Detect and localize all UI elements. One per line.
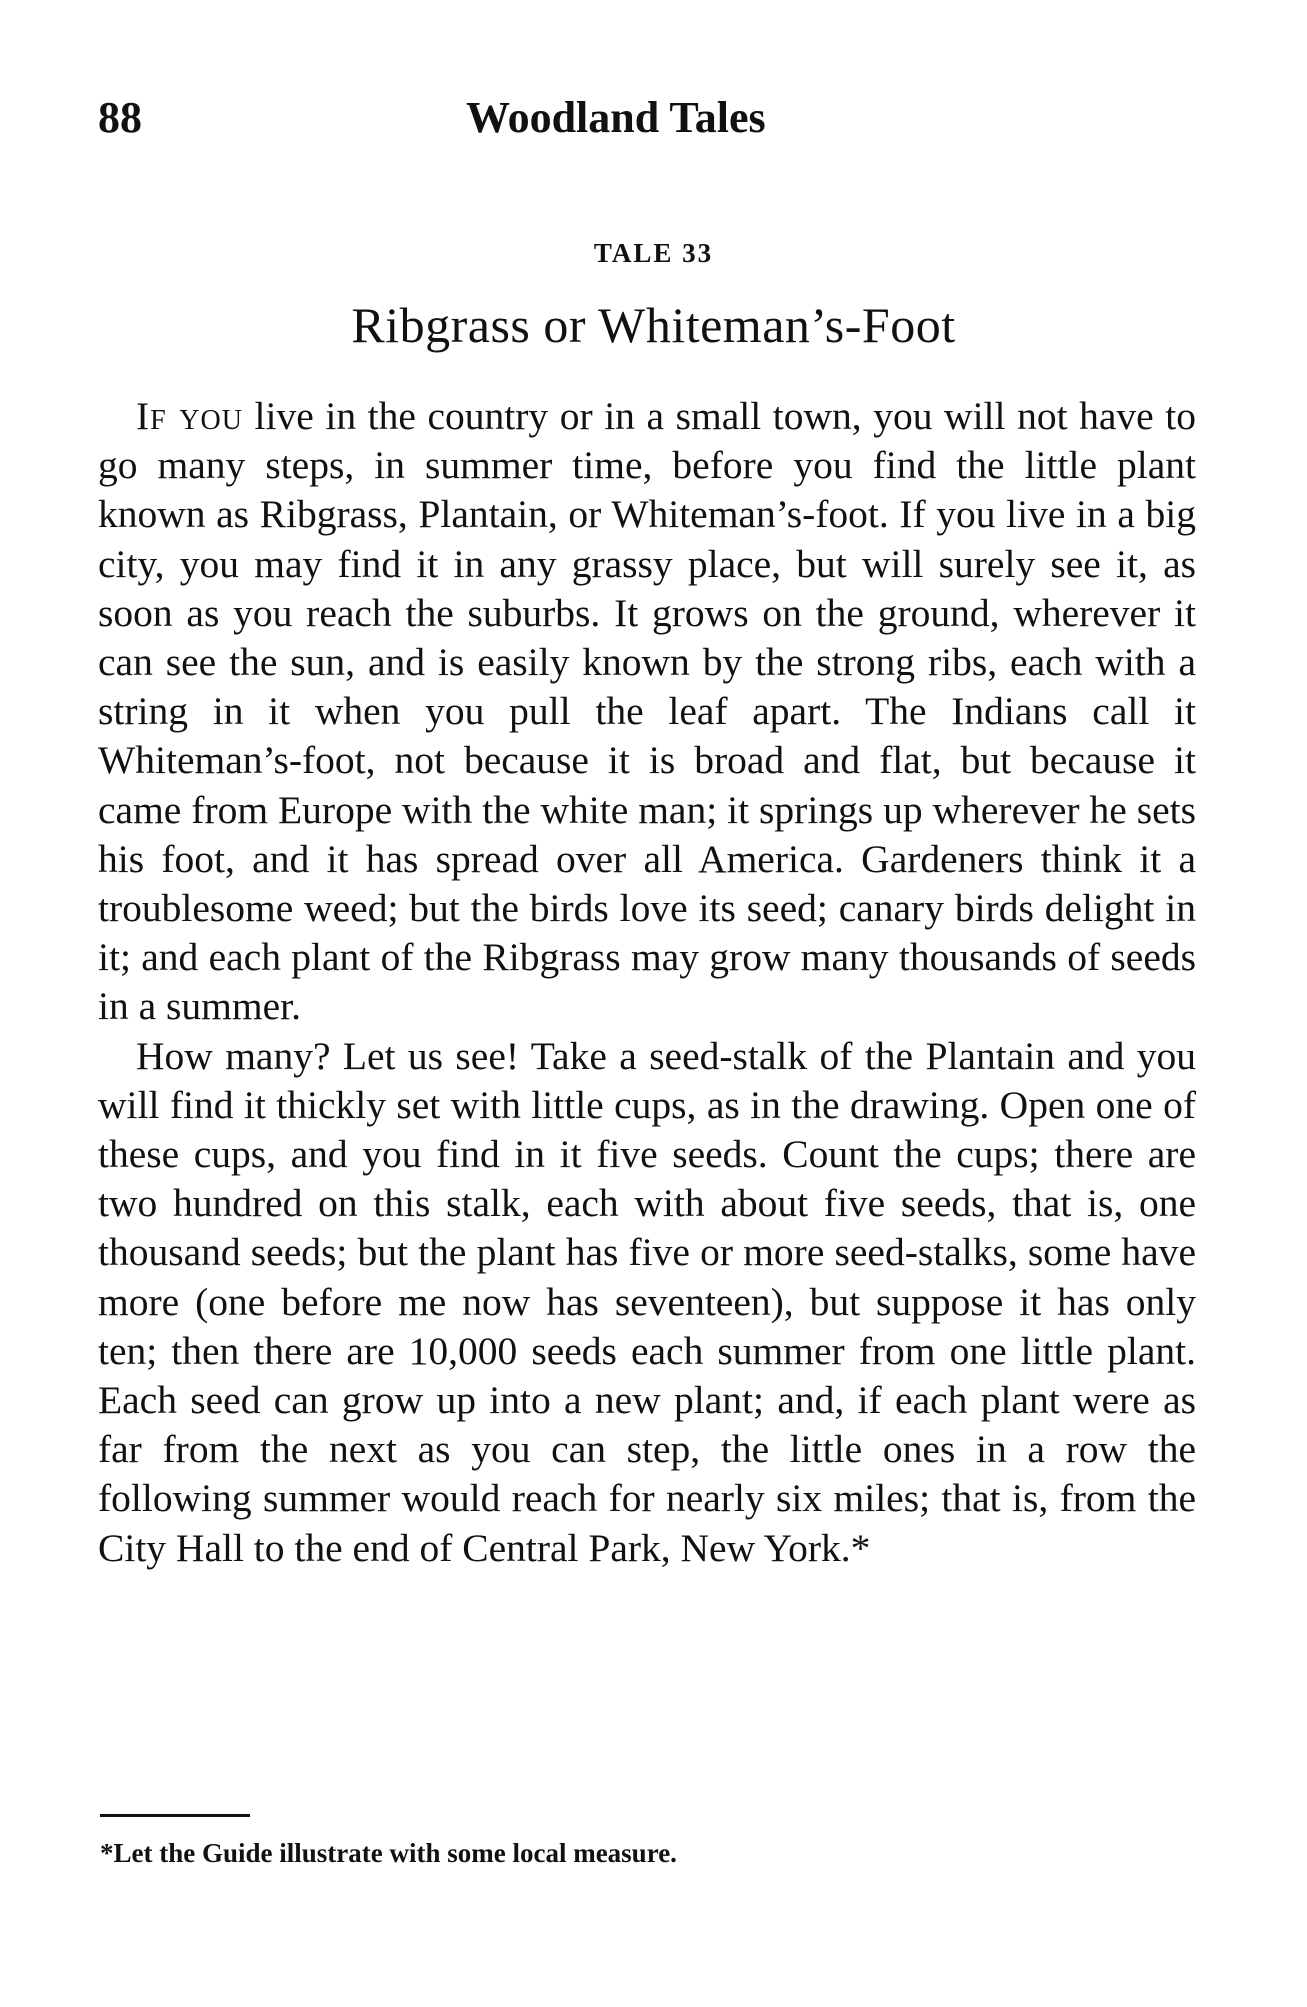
paragraph-1-text: live in the country or in a small town, you will not have to go many steps, in summer time, before you find the little plant known as Ribgrass, Plantain, or Whiteman’s-foot. If you live in a big city, you may find it in any grassy place, but will surely see it, as soon as you reach the suburbs. It grows on the ground, wherever it can see the sun, and is easily known by the strong ribs, each with a string in it when you pull the leaf apart. The Indians call it Whiteman’s-foot, not because it is broad and flat, but because it came from Europe with the white man; it springs up wherever he sets his foot, and it has spread over all America. Gardeners think it a troublesome weed; but the birds love its seed; canary birds delight in it; and each plant of the Ribgrass may grow many thousands of seeds in a summer. — [98, 394, 1196, 1029]
book-title: Woodland Tales — [466, 93, 766, 142]
body-text — [98, 392, 1196, 1573]
paragraph-1 — [98, 392, 1196, 1032]
tale-title: Ribgrass or Whiteman’s-Foot — [351, 297, 956, 353]
footnote: *Let the Guide illustrate with some local measure. — [100, 1838, 677, 1868]
running-head — [98, 92, 1198, 152]
page-number: 88 — [98, 93, 142, 142]
paragraph-lead-words: If you — [136, 394, 243, 438]
tale-label: TALE 33 — [593, 238, 714, 268]
paragraph-2: How many? Let us see! Take a seed-stalk of the Plantain and you will find it thickly set with little cups, as in the drawing. Open one of these cups, and you find in it five seeds. Count the cups; there are two hundred on this stalk, each with about five seeds, that is, one thousand seeds; but the plant has five or more seed-stalks, some have more (one before me now has seventeen), but suppose it has only ten; then there are 10,000 seeds each summer from one little plant. Each seed can grow up into a new plant; and, if each plant were as far from the next as you can step, the little ones in a row the following summer would reach for nearly six miles; that is, from the City Hall to the end of Central Park, New York.* — [98, 1033, 1196, 1570]
footnote-rule — [100, 1814, 250, 1817]
